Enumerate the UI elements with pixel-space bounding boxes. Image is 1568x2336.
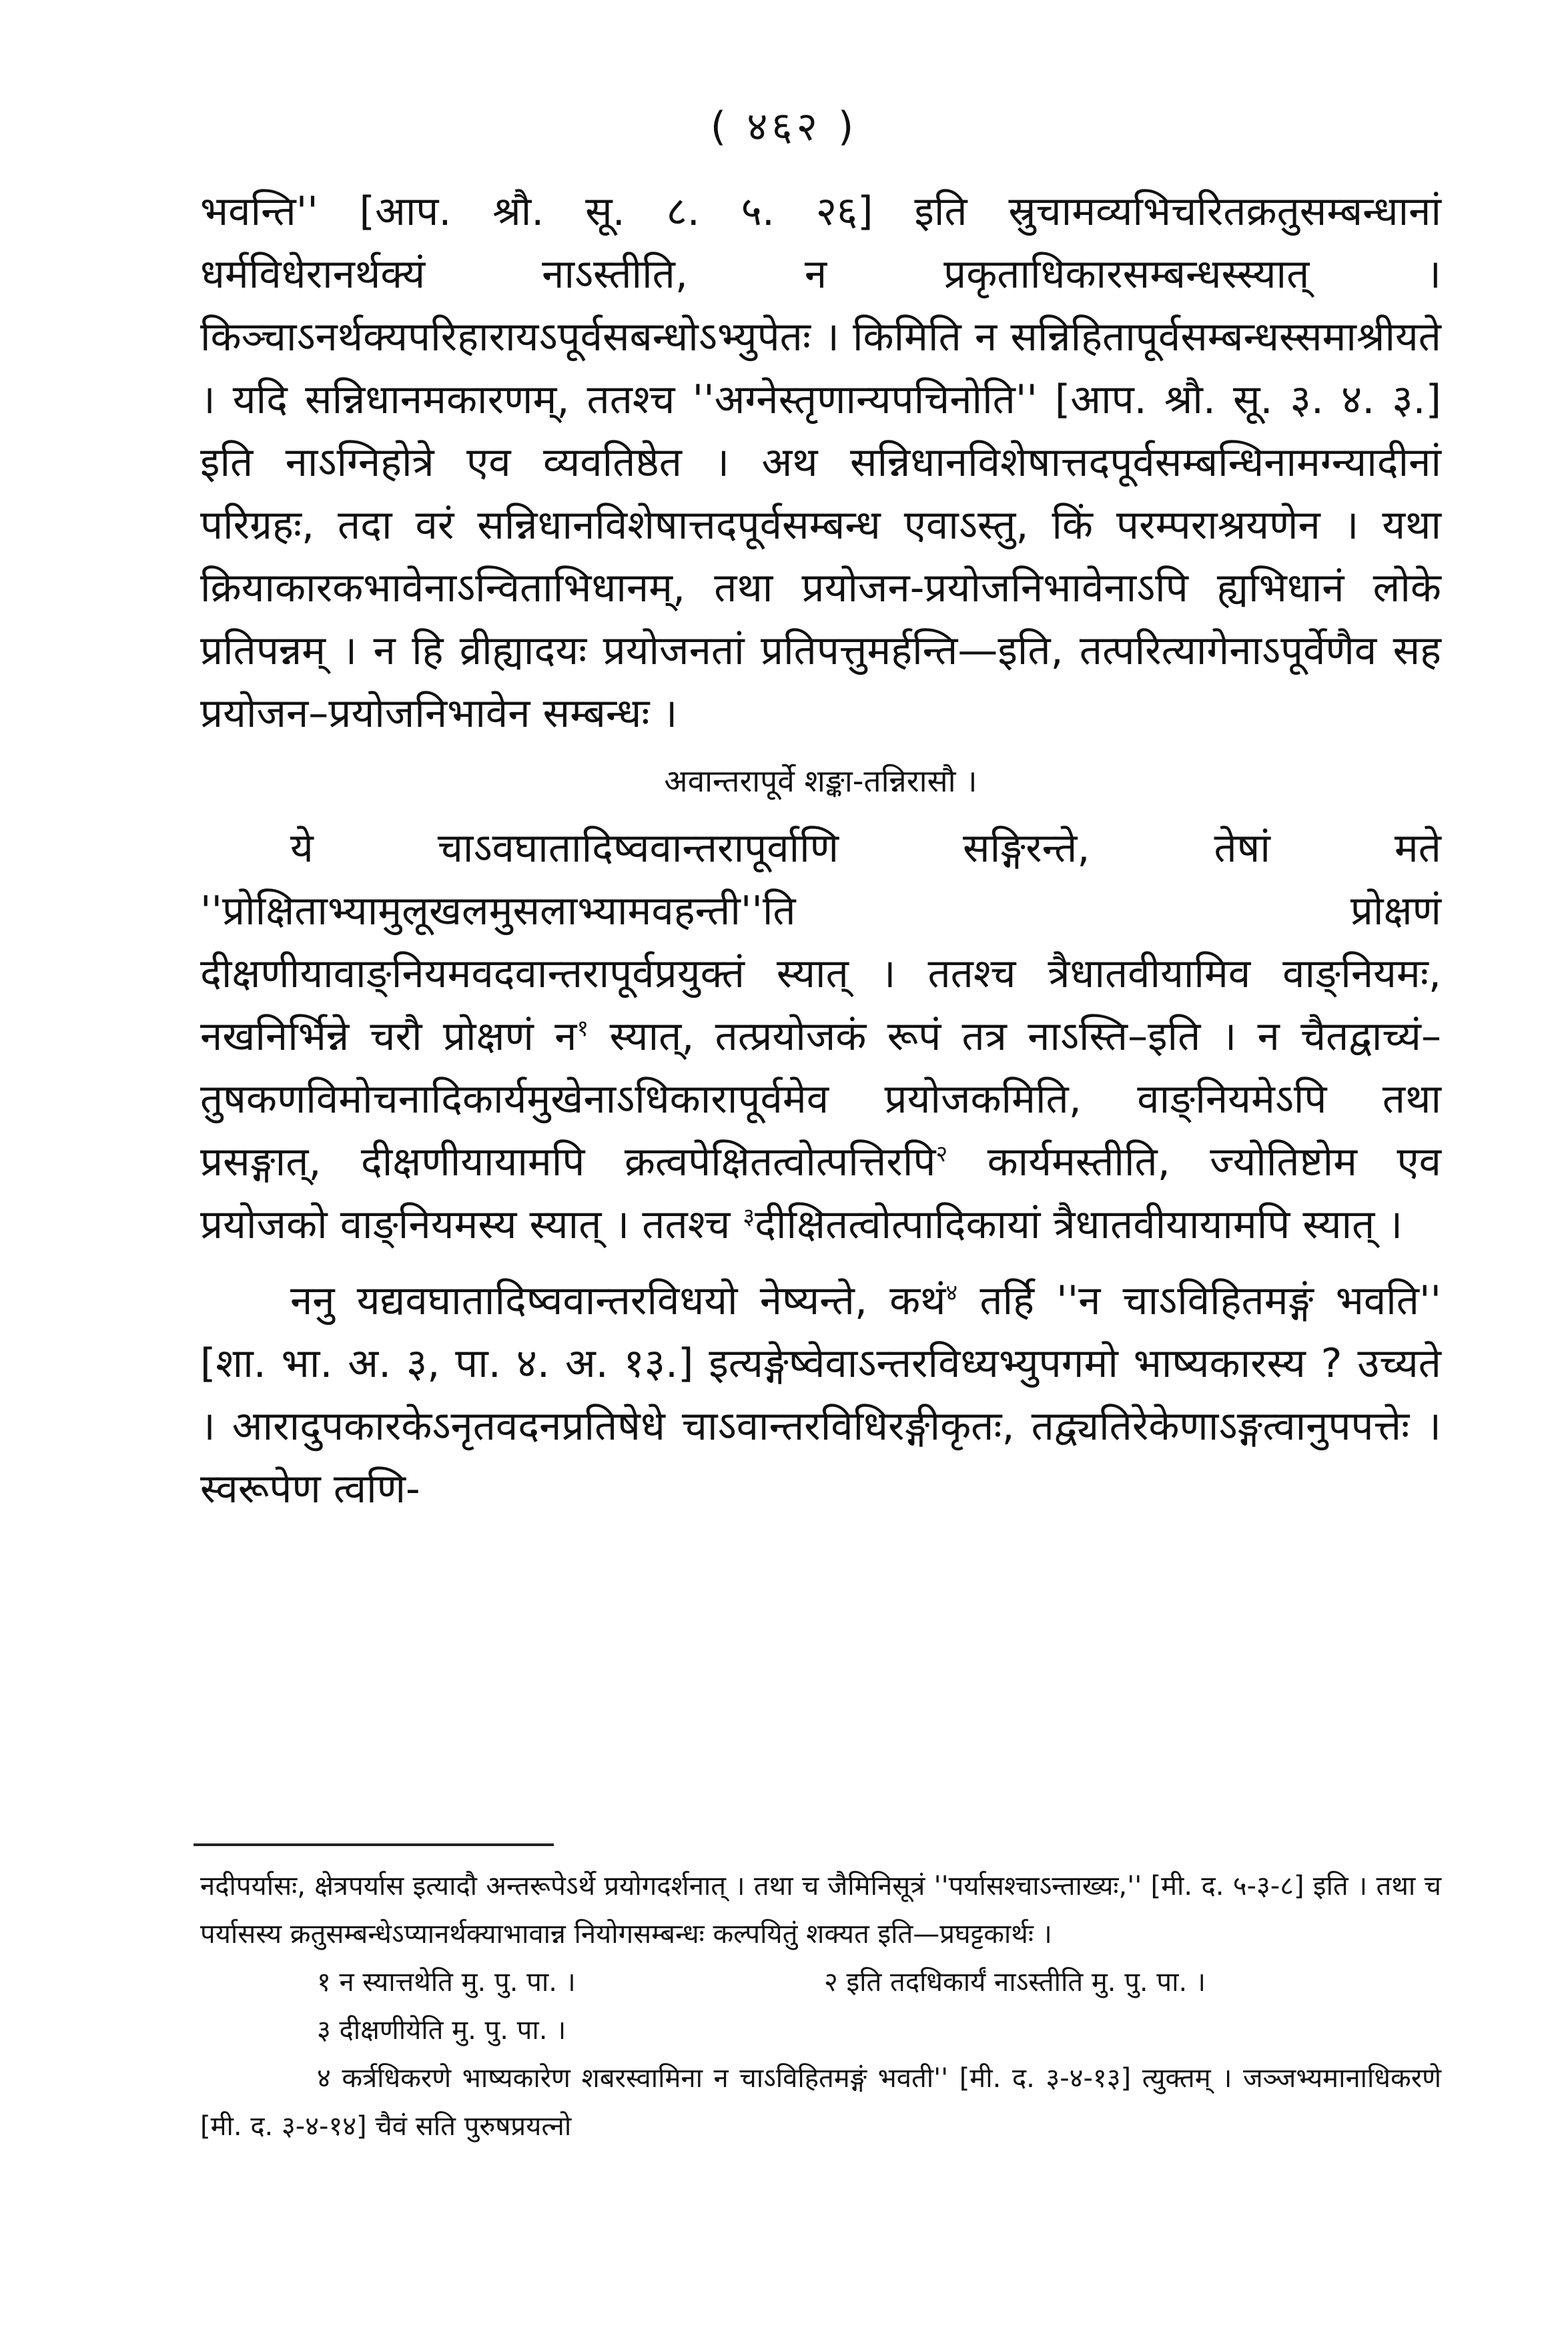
paragraph-3-text-a: ननु यद्यवघातादिष्ववान्तरविधयो नेष्यन्ते, कथं: [290, 1277, 946, 1324]
paragraph-2-text-d: दीक्षितत्वोत्पादिकायां त्रैधातवीयायामपि स्यात् ।: [755, 1201, 1403, 1248]
paragraph-2: [200, 817, 1441, 1256]
footnote-divider: [193, 1843, 554, 1846]
footnotes: [200, 1862, 1441, 2150]
paragraph-2-text-b: स्यात्, तत्प्रयोजकं रूपं तत्र नाऽस्ति–इति । न चैतद्वाच्यं–तुषकणविमोचनादिकार्यमुखेनाऽधिकारापूर्वमेव प्रयोजकमिति, वाङ्नियमेऽपि तथा प्रसङ्गात्, दीक्षणीयायामपि क्रत्वपेक्षितत्वोत्पत्तिरपि: [200, 1013, 1441, 1185]
paragraph-1: भवन्ति'' [आप. श्रौ. सू. ८. ५. २६] इति स्रुचामव्यभिचरितक्रतुसम्बन्धानां धर्मविधेरानर्थक्यं नाऽस्तीति, न प्रकृताधिकारसम्बन्धस्स्यात् । किञ्चाऽनर्थक्यपरिहारायऽपूर्वसबन्धोऽभ्युपेतः । किमिति न सन्निहितापूर्वसम्बन्धस्समाश्रीयते । यदि सन्निधानमकारणम्, ततश्च ''अग्नेस्तृणान्यपचिनोति'' [आप. श्रौ. सू. ३. ४. ३.] इति नाऽग्निहोत्रे एव व्यवतिष्ठेत । अथ सन्निधानविशेषात्तदपूर्वसम्बन्धिनामग्न्यादीनां परिग्रहः, तदा वरं सन्निधानविशेषात्तदपूर्वसम्बन्ध एवाऽस्तु, किं परम्पराश्रयणेन । यथा क्रियाकारकभावेनाऽन्विताभिधानम्, तथा प्रयोजन-प्रयोजनिभावेनाऽपि ह्यभिधानं लोके प्रतिपन्नम् । न हि व्रीह्यादयः प्रयोजनतां प्रतिपत्तुमर्हन्ति—इति, तत्परित्यागेनाऽपूर्वेणैव सह प्रयोजन–प्रयोजनिभावेन सम्बन्धः ।: [200, 188, 1441, 737]
footnote-2: २ इति तदधिकार्यं नाऽस्तीति मु. पु. पा. ।: [824, 1967, 1206, 1998]
footnote-1: १ न स्यात्तथेति मु. पु. पा. ।: [317, 1967, 576, 1998]
footnote-ref-1: १: [576, 1015, 589, 1042]
footnote-continuation: नदीपर्यासः, क्षेत्रपर्यास इत्यादौ अन्तरूपेऽर्थे प्रयोगदर्शनात् । तथा च जैमिनिसूत्रं ''पर्यासश्चाऽन्ताख्यः,'' [मी. द. ५-३-८] इति । तथा च पर्यासस्य क्रतुसम्बन्धेऽप्यानर्थक्याभावान्न नियोगसम्बन्धः कल्पयितुं शक्यत इति—प्रघट्टकार्थः ।: [200, 1871, 1441, 1950]
paragraph-2-text-a: ये चाऽवघातादिष्ववान्तरापूर्वाणि सङ्गिरन्ते, तेषां मते ''प्रोक्षिताभ्यामुलूखलमुसलाभ्यामवहन्ती''ति प्रोक्षणं दीक्षणीयावाङ्नियमवदवान्तरापूर्वप्रयुक्तं स्यात् । ततश्च त्रैधातवीयामिव वाङ्नियमः, नखनिर्भिन्ने चरौ प्रोक्षणं न: [200, 825, 1441, 1060]
section-heading: अवान्तरापूर्वे शङ्का-तन्निरासौ ।: [664, 763, 977, 799]
page-number: ( ४६२ ): [710, 103, 858, 150]
footnote-3: ३ दीक्षणीयेति मु. पु. पा. ।: [317, 2015, 566, 2046]
footnote-ref-3: ३: [743, 1203, 755, 1230]
footnote-ref-4: ४: [945, 1279, 958, 1306]
footnote-row-1-2: [200, 1958, 1441, 2006]
footnote-ref-2: २: [935, 1141, 948, 1167]
footnote-4: ४ कर्त्रधिकरणे भाष्यकारेण शबरस्वामिना न चाऽविहितमङ्गं भवती'' [मी. द. ३-४-१३] त्युक्तम् । जञ्जभ्यमानाधिकरणे [मी. द. ३-४-१४] चैवं सति पुरुषप्रयत्नो: [200, 2063, 1441, 2142]
paragraph-2-text-c: कार्यमस्तीति, ज्योतिष्टोम एव प्रयोजको वाङ्नियमस्य स्यात् । ततश्च: [200, 1139, 1441, 1248]
paragraph-3: [200, 1269, 1441, 1520]
main-text: [200, 180, 1441, 1520]
paragraph-3-text-b: तर्हि ''न चाऽविहितमङ्गं भवति'' [शा. भा. अ. ३, पा. ४. अ. १३.] इत्यङ्गेष्वेवाऽन्तरविध्यभ्युपगमो भाष्यकारस्य ? उच्यते । आरादुपकारकेऽनृतवदनप्रतिषेधे चाऽवान्तरविधिरङ्गीकृतः, तद्व्यतिरेकेणाऽङ्गत्वानुपपत्तेः । स्वरूपेण त्वणि-: [200, 1277, 1441, 1512]
